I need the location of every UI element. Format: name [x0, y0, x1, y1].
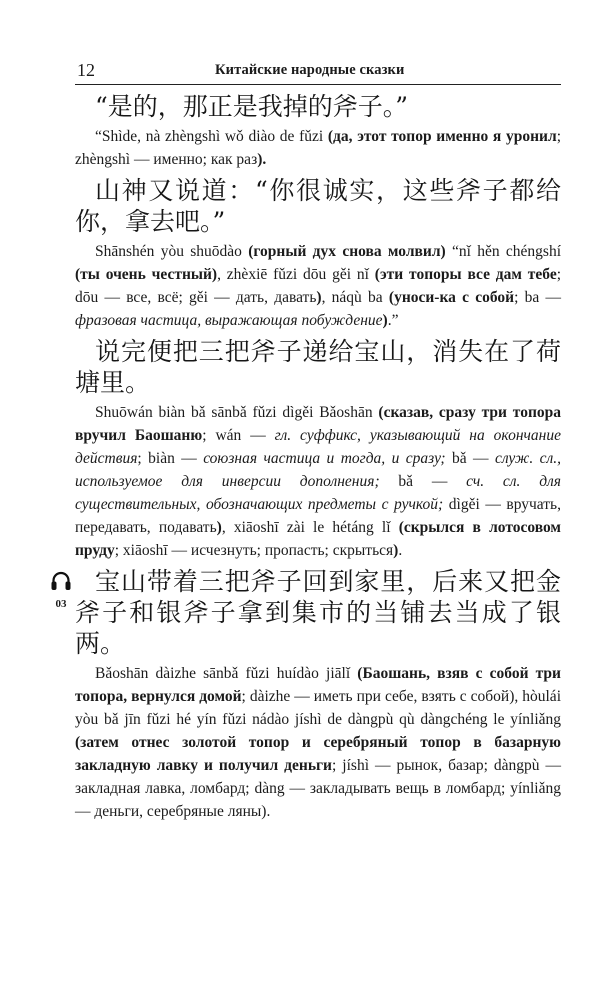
text-block-2: [75, 175, 561, 332]
gloss-text: Shānshén yòu shuōdào: [95, 243, 249, 260]
chinese-sentence: 山神又说道：“你很诚实，这些斧子都给你，拿去吧。”: [75, 176, 561, 236]
gloss-translation-bold: ): [216, 519, 222, 536]
gloss-text: dìgěi — вручать, передавать, подавать: [75, 496, 561, 536]
running-header: [75, 50, 561, 85]
gloss-translation-bold: (да, этот топор именно я уронил: [327, 128, 557, 145]
gloss-translation-bold: ): [316, 289, 322, 306]
gloss-text: , náqù ba: [321, 289, 389, 306]
gloss-translation-bold: ): [393, 542, 399, 559]
gloss-text: bǎ —: [379, 473, 467, 490]
audio-track-marker: [49, 570, 73, 610]
gloss-text: ; ba —: [514, 289, 561, 306]
gloss-paragraph: [75, 240, 561, 332]
gloss-text: ; biàn —: [137, 450, 204, 467]
text-block-1: [75, 91, 561, 171]
gloss-translation-bold: (Баошань, взяв с собой три топора, вернулся домой: [75, 665, 561, 705]
text-block-3: [75, 336, 561, 562]
gloss-text: Shuōwán biàn bǎ sānbǎ fǔzi dìgěi Bǎoshān: [95, 404, 379, 421]
audio-track-number: 03: [55, 598, 67, 610]
gloss-text: “nǐ hěn chéngshí: [445, 243, 562, 260]
headphones-icon: [50, 570, 72, 592]
gloss-translation-bold: (горный дух снова молвил): [248, 243, 446, 260]
book-page: [55, 50, 562, 825]
gloss-text: .: [398, 542, 403, 559]
gloss-text: Bǎoshān dàizhe sānbǎ fǔzi huídào jiālǐ: [95, 665, 358, 682]
gloss-text: “Shìde, nà zhèngshì wǒ diào de fǔzi: [95, 128, 328, 145]
gloss-paragraph: [75, 662, 561, 823]
text-block-4: [55, 566, 562, 823]
gloss-note-italic: служ. сл., используемое для инверсии дополнения;: [75, 450, 562, 490]
gloss-text: ; zhèngshì — именно; как раз: [75, 128, 561, 168]
gloss-text: ; wán —: [202, 427, 275, 444]
gloss-translation-bold: ): [382, 312, 388, 329]
gloss-text: , zhèxiē fǔzi dōu gěi nǐ: [217, 266, 375, 283]
chinese-sentence: 宝山带着三把斧子回到家里，后来又把金斧子和银斧子拿到集市的当铺去当成了银两。: [75, 567, 561, 658]
gloss-note-italic: гл. суффикс, указывающий на окончание действия: [75, 427, 561, 467]
gloss-translation-bold: (уноси-ка с собой: [388, 289, 515, 306]
gloss-note-italic: фразовая частица, выражающая побуждение: [75, 312, 383, 329]
gloss-text: ; dàizhe — иметь при себе, взять с собой), hòulái yòu bǎ jīn fǔzi hé yín fǔzi nádào jíshì de dàngpù qù dàngchéng le yínliǎng: [75, 688, 561, 728]
chinese-sentence: “是的，那正是我掉的斧子。”: [95, 92, 409, 121]
gloss-text: .”: [387, 312, 399, 329]
gloss-translation-bold: (сказав, сразу три топора вручил Баошаню: [75, 404, 561, 444]
gloss-text: ; jíshì — рынок, базар; dàngpù — закладная лавка, ломбард; dàng — закладывать вещь в ломбард; yínliǎng — деньги, серебряные ляны).: [75, 757, 562, 820]
gloss-translation-bold: (скрылся в лотосовом пруду: [75, 519, 561, 559]
gloss-paragraph: [75, 125, 561, 171]
gloss-note-italic: союзная частица и тогда, и сразу;: [203, 450, 446, 467]
running-title: Китайские народные сказки: [215, 62, 405, 78]
page-number: 12: [77, 60, 95, 80]
gloss-translation-bold: (затем отнес золотой топор и серебряный топор в базарную закладную лавку и получил деньги: [75, 734, 561, 774]
gloss-text: , xiāoshī zài le hétáng lǐ: [221, 519, 399, 536]
chinese-sentence: 说完便把三把斧子递给宝山，消失在了荷塘里。: [75, 337, 561, 397]
gloss-text: bǎ —: [445, 450, 495, 467]
gloss-text: ; xiāoshī — исчезнуть; пропасть; скрыться: [114, 542, 394, 559]
gloss-translation-bold: (эти топоры все дам тебе: [374, 266, 557, 283]
gloss-translation-bold: ).: [257, 151, 267, 168]
gloss-translation-bold: (ты очень честный): [75, 266, 218, 283]
gloss-text: ; dōu — все, всё; gěi — дать, давать: [75, 266, 562, 306]
gloss-note-italic: сч. сл. для существительных, обозначающих предметы с ручкой;: [75, 473, 561, 513]
gloss-paragraph: [75, 401, 561, 562]
